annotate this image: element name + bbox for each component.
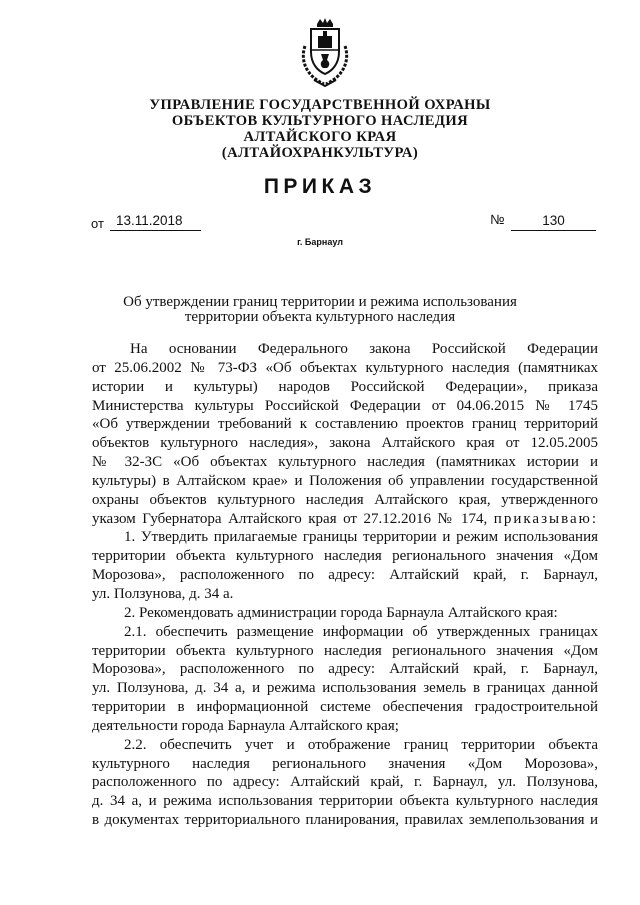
subject-line: территории объекта культурного наследия <box>184 309 456 325</box>
text-fragment: указом Губернатора Алтайского края от 27.12.2016 № 174, <box>92 510 488 527</box>
document-body <box>92 340 598 830</box>
document-type-title: ПРИКАЗ <box>263 175 377 198</box>
subject-line: Об утверждении границ территории и режима использования <box>123 294 517 310</box>
text-line: истории и культуры) народов Российской Федерации», приказа <box>92 378 598 395</box>
text-line: «Об утверждении требований к составлению проектов границ территорий <box>92 416 598 433</box>
item-2-2-paragraph <box>92 736 598 830</box>
text-line: территории объекта культурного наследия регионального значения «Дом <box>92 548 598 565</box>
text-line: объектов культурного наследия», закона Алтайского края от 12.05.2005 <box>92 435 598 452</box>
text-line: ул. Ползунова, д. 34 а, и режима использования земель в границах данной <box>92 680 598 697</box>
city-name: г. Барнаул <box>297 237 343 247</box>
text-line: территории объекта культурного наследия регионального значения «Дом <box>92 642 598 659</box>
coat-of-arms-icon <box>296 16 354 88</box>
text-line: культуры) в Алтайском крае» и Положения об управлении государственной <box>92 472 598 489</box>
preamble-paragraph <box>92 340 598 528</box>
text-line: 1. Утвердить прилагаемые границы территории и режим использования <box>124 529 598 546</box>
org-name-line: АЛТАЙСКОГО КРАЯ <box>243 129 397 145</box>
text-line: расположенного по адресу: Алтайский край, г. Барнаул, ул. Ползунова, <box>92 774 598 791</box>
text-line: деятельности города Барнаула Алтайского края; <box>92 717 399 734</box>
date-label: от <box>91 216 104 231</box>
number-label: № <box>490 212 505 227</box>
text-line-with-closing <box>92 510 598 529</box>
text-line: 2. Рекомендовать администрации города Барнаула Алтайского края: <box>124 604 558 621</box>
order-word: приказываю: <box>493 510 598 527</box>
document-number: 130 <box>511 212 596 231</box>
text-line: охраны объектов культурного наследия Алтайского края, утвержденного <box>92 491 598 508</box>
text-line: д. 34 а, и режима использования территории объекта культурного наследия <box>92 793 598 810</box>
text-line: Министерства культуры Российской Федерации от 04.06.2015 № 1745 <box>92 397 598 414</box>
item-2-paragraph <box>92 604 598 623</box>
item-1-paragraph <box>92 528 598 603</box>
text-line: Морозова», расположенного по адресу: Алтайский край, г. Барнаул, <box>92 661 598 678</box>
org-name-line: УПРАВЛЕНИЕ ГОСУДАРСТВЕННОЙ ОХРАНЫ <box>149 97 491 113</box>
text-line: 2.1. обеспечить размещение информации об утвержденных границах <box>124 623 598 640</box>
text-line: от 25.06.2002 № 73-ФЗ «Об объектах культурного наследия (памятниках <box>92 359 598 376</box>
text-line: культурного наследия регионального значения «Дом Морозова», <box>92 755 598 772</box>
item-2-1-paragraph <box>92 623 598 736</box>
text-line: в документах территориального планирования, правилах землепользования и <box>92 812 598 829</box>
text-line: 2.2. обеспечить учет и отображение границ территории объекта <box>124 736 598 753</box>
text-line: ул. Ползунова, д. 34 а. <box>92 585 234 602</box>
org-name-line: ОБЪЕКТОВ КУЛЬТУРНОГО НАСЛЕДИЯ <box>171 113 469 129</box>
org-short-name: (АЛТАЙОХРАНКУЛЬТУРА) <box>221 145 419 161</box>
text-line: территории в информационной системе обеспечения градостроительной <box>92 699 598 716</box>
text-line: На основании Федерального закона Российской Федерации <box>130 341 598 357</box>
document-date: 13.11.2018 <box>110 212 201 231</box>
text-line: Морозова», расположенного по адресу: Алтайский край, г. Барнаул, <box>92 567 598 584</box>
text-line: № 32-ЗС «Об объектах культурного наследия (памятниках истории и <box>92 454 598 471</box>
